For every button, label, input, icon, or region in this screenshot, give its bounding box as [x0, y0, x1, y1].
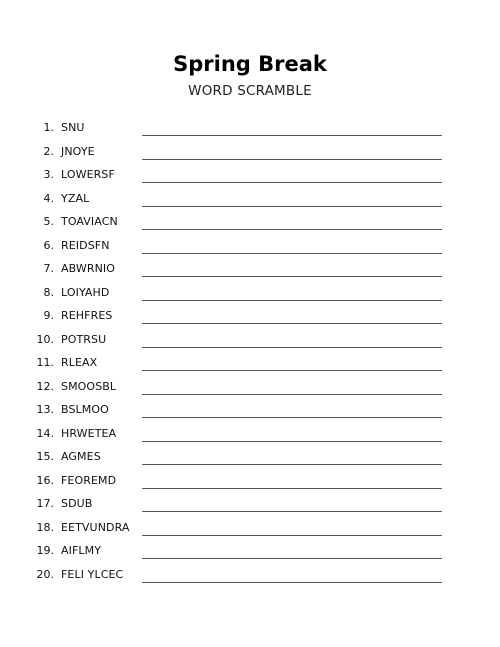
item-number: 3. [43, 168, 54, 181]
answer-line [142, 159, 442, 160]
item-number: 6. [43, 238, 54, 252]
item-number: 19. [36, 544, 54, 557]
answer-line [142, 135, 442, 136]
list-item [30, 377, 442, 401]
answer-line [142, 464, 442, 465]
list-item [30, 118, 442, 142]
item-number: 18. [36, 520, 54, 534]
scrambled-word: REIDSFN [61, 238, 110, 252]
list-item [30, 494, 442, 518]
answer-line [142, 276, 442, 277]
item-number: 16. [36, 473, 54, 487]
list-item [30, 541, 442, 565]
list-item [30, 518, 442, 542]
answer-line [142, 323, 442, 324]
list-item [30, 259, 442, 283]
answer-line [142, 182, 442, 183]
scrambled-word: REHFRES [61, 309, 113, 322]
answer-line [142, 488, 442, 489]
scrambled-word: FEOREMD [61, 473, 117, 487]
answer-line [142, 394, 442, 395]
page-title: Spring Break [173, 52, 327, 76]
item-number: 12. [36, 379, 54, 393]
item-number: 7. [43, 262, 54, 275]
scrambled-word: RLEAX [61, 356, 98, 369]
item-number: 15. [36, 450, 54, 463]
item-number: 14. [36, 426, 54, 440]
scrambled-word: LOWERSF [61, 168, 115, 181]
answer-line [142, 300, 442, 301]
list-item [30, 306, 442, 330]
answer-line [142, 535, 442, 536]
scrambled-word: JNOYE [61, 144, 95, 158]
list-item [30, 447, 442, 471]
scrambled-word: SDUB [61, 497, 93, 510]
list-item [30, 565, 442, 589]
answer-line [142, 441, 442, 442]
answer-line [142, 253, 442, 254]
list-item [30, 189, 442, 213]
answer-line [142, 582, 442, 583]
answer-line [142, 347, 442, 348]
scrambled-word: AIFLMY [61, 544, 102, 557]
list-item [30, 424, 442, 448]
list-item [30, 330, 442, 354]
list-item [30, 165, 442, 189]
scrambled-word: FELI YLCEC [61, 567, 124, 581]
answer-line [142, 229, 442, 230]
list-item [30, 212, 442, 236]
answer-line [142, 206, 442, 207]
item-number: 4. [43, 191, 54, 205]
answer-line [142, 370, 442, 371]
item-number: 5. [43, 215, 54, 228]
item-number: 9. [43, 309, 54, 322]
item-number: 1. [43, 121, 54, 134]
scrambled-word: TOAVIACN [61, 215, 118, 228]
item-number: 8. [43, 285, 54, 299]
scramble-list [30, 118, 442, 588]
item-number: 2. [43, 144, 54, 158]
scrambled-word: SNU [61, 121, 85, 134]
answer-line [142, 558, 442, 559]
list-item [30, 142, 442, 166]
scrambled-word: EETVUNDRA [61, 520, 130, 534]
scrambled-word: BSLMOO [61, 403, 109, 416]
item-number: 13. [36, 403, 54, 416]
list-item [30, 283, 442, 307]
page-subtitle: WORD SCRAMBLE [188, 83, 312, 99]
item-number: 20. [36, 567, 54, 581]
scrambled-word: AGMES [61, 450, 101, 463]
item-number: 10. [36, 332, 54, 346]
list-item [30, 400, 442, 424]
scrambled-word: POTRSU [61, 332, 107, 346]
list-item [30, 353, 442, 377]
list-item [30, 236, 442, 260]
answer-line [142, 417, 442, 418]
answer-line [142, 511, 442, 512]
scrambled-word: YZAL [61, 191, 90, 205]
list-item [30, 471, 442, 495]
item-number: 17. [36, 497, 54, 510]
scrambled-word: ABWRNIO [61, 262, 116, 275]
scrambled-word: SMOOSBL [61, 379, 117, 393]
scrambled-word: LOIYAHD [61, 285, 110, 299]
scrambled-word: HRWETEA [61, 426, 117, 440]
item-number: 11. [36, 356, 54, 369]
